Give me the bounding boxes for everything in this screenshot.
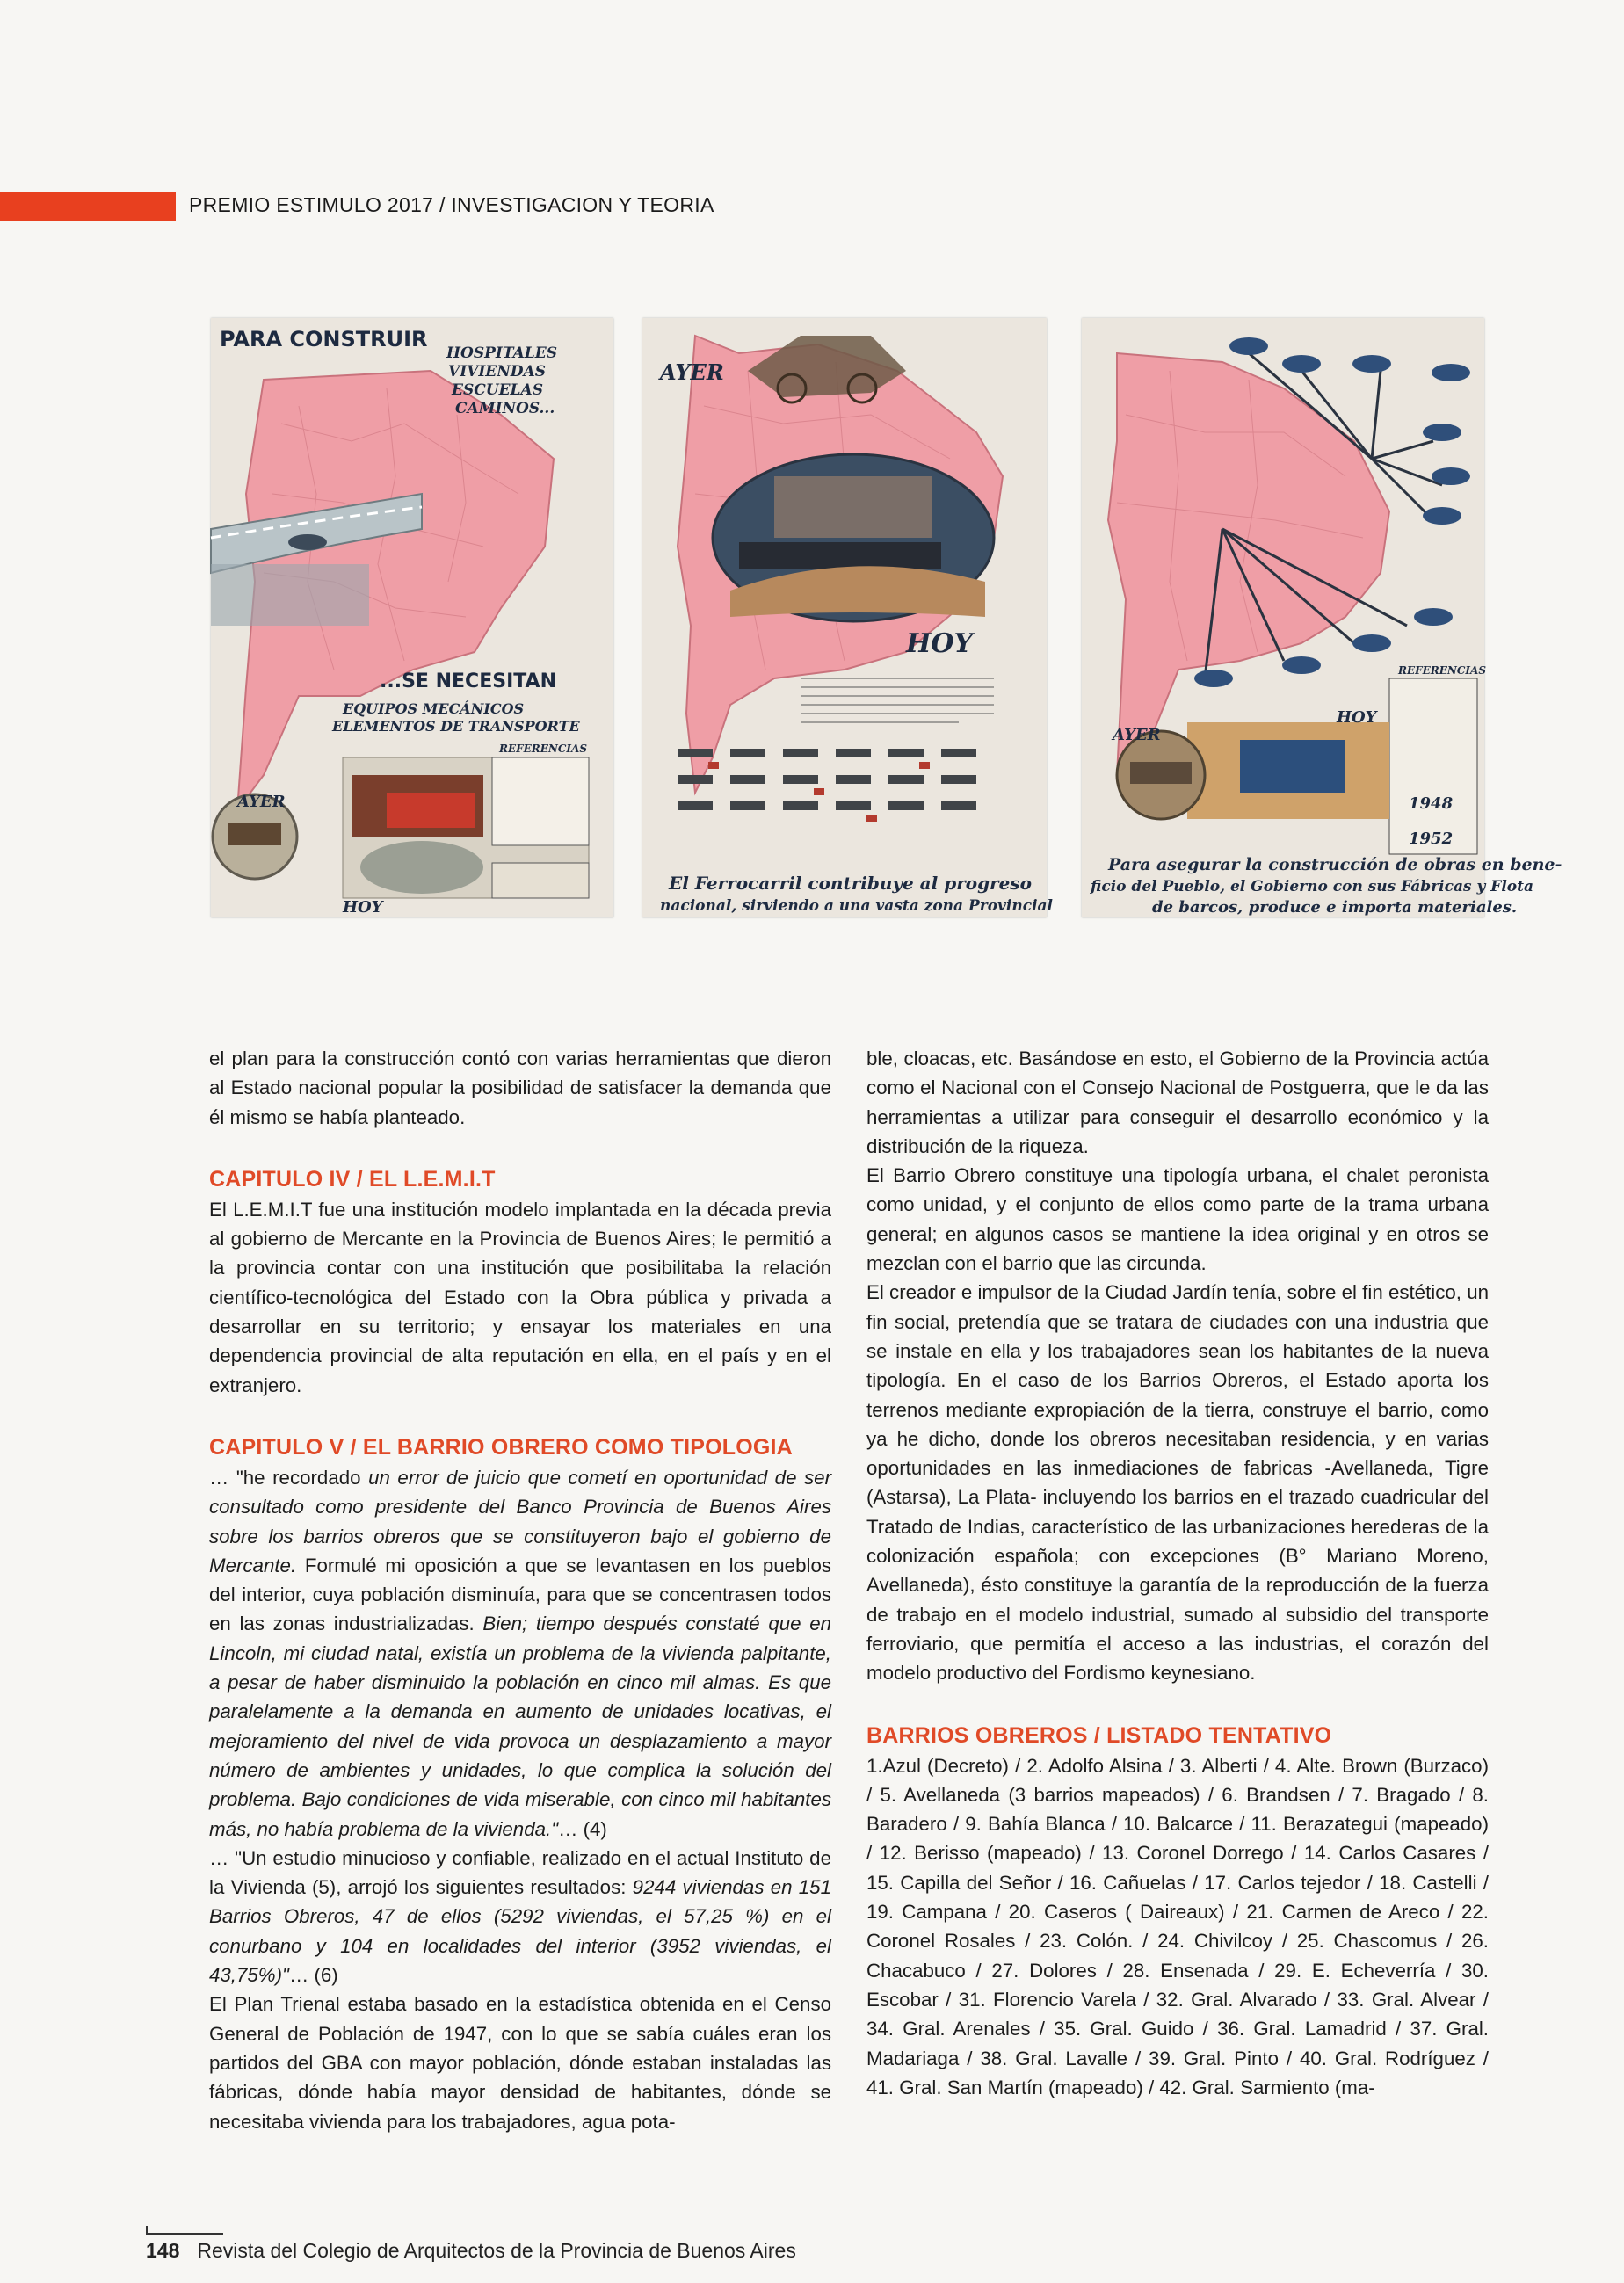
quote-2-italic: 9244 viviendas en 151 Barrios Obreros, 47 de ellos (5292 viviendas, el 57,25 %) en el conurbano y 104 en localidades del interior (3952 viviendas, el 43,75%)" [209,1876,831,1987]
chapter-4-heading: CAPITULO IV / EL L.E.M.I.T [209,1166,496,1192]
continuation-paragraph: ble, cloacas, etc. Basándose en esto, el Gobierno de la Provincia actúa como el Nacional con el Consejo Nacional de Postguerra, que le da las herramientas a utilizar para conseguir el desarrollo económico y la distribución de la riqueza. [866,1047,1489,1157]
quote-2-ref: … (6) [288,1964,338,1987]
section-header: PREMIO ESTIMULO 2017 / INVESTIGACION Y TEORIA [189,193,714,216]
poster1-title: PARA CONSTRUIR [220,327,428,352]
footer-rule [146,2233,223,2235]
plan-trienal-paragraph: El Plan Trienal estaba basado en la estadística obtenida en el Censo General de Población de 1947, con lo que se sabía cuáles eran los partidos del GBA con mayor población, dónde estaban instaladas las fábricas, dónde había mayor densidad de habitantes, dónde se necesitaba vivienda para los trabajadores, agua pota- [209,1993,831,2133]
text-column-right [866,1044,1489,2102]
poster-para-construir [211,318,613,917]
poster2-caption-2: nacional, sirviendo a una vasta zona Provincial [660,897,1054,915]
section-color-bar [0,192,176,221]
quote-2 [209,1844,831,1989]
poster1-equip-1: EQUIPOS MECÁNICOS [343,700,525,717]
chapter-5-heading: CAPITULO V / EL BARRIO OBRERO COMO TIPOLOGIA [209,1434,793,1460]
quote-2-open: … "Un estudio minucioso y confiable, realizado en el actual Instituto de la Vivienda (5), arrojó los siguientes resultados: [209,1846,831,1899]
poster2-ayer: AYER [660,359,724,385]
quote-1-italic: un error de juicio que cometí en oportunidad de ser consultado como presidente del Banco Provincia de Buenos Aires sobre los barrios obreros que se constituyeron bajo el gobierno de Mercante. [209,1466,831,1576]
poster1-list-4: CAMINOS... [455,400,555,417]
poster3-hoy: HOY [1337,708,1377,727]
quote-1-mid: Formulé mi oposición a que se levantasen en los pueblos del interior, cuya población disminuía, para que se concentrasen todos en las zonas industrializadas. [209,1554,831,1635]
poster3-refs: REFERENCIAS [1398,664,1487,677]
poster1-equip-2: ELEMENTOS DE TRANSPORTE [332,718,580,735]
page-number: 148 [146,2239,180,2262]
poster1-need: ...SE NECESITAN [380,670,556,692]
poster1-list-2: VIVIENDAS [448,363,546,380]
poster3-year-2: 1952 [1409,830,1454,848]
poster1-ayer: AYER [237,793,286,811]
poster2-hoy: HOY [906,628,973,659]
barrios-list-heading: BARRIOS OBREROS / LISTADO TENTATIVO [866,1722,1332,1748]
poster3-caption-1: Para asegurar la construcción de obras en bene- [1108,855,1562,874]
poster1-list-1: HOSPITALES [446,344,557,362]
poster1-hoy: HOY [343,898,383,917]
text-column-left [209,1044,831,2136]
intro-paragraph: el plan para la construcción contó con varias herramientas que dieron al Estado nacional popular la posibilidad de satisfacer la demanda que él mismo se había planteado. [209,1047,831,1128]
poster3-year-1: 1948 [1409,794,1454,813]
barrios-list: 1.Azul (Decreto) / 2. Adolfo Alsina / 3. Alberti / 4. Alte. Brown (Burzaco) / 5. Avellaneda (3 barrios mapeados) / 6. Brandsen / 7. Bragado / 8. Baradero / 9. Bahía Blanca / 10. Balcarce / 11. Berazategui (mapeado) / 12. Berisso (mapeado) / 13. Coronel Dorrego / 14. Carlos Casares / 15. Capilla del Señor / 16. Cañuelas / 17. Carlos tejedor / 18. Castelli / 19. Campana / 20. Caseros ( Daireaux) / 21. Carmen de Areco / 22. Coronel Rosales / 23. Colón. / 24. Chivilcoy / 25. Chascomus / 26. Chacabuco / 27. Dolores / 28. Ensenada / 29. E. Echeverría / 30. Escobar / 31. Florencio Varela / 32. Gral. Alvarado / 33. Gral. Alvear / 34. Gral. Arenales / 35. Gral. Guido / 36. Gral. Lamadrid / 37. Gral. Madariaga / 38. Gral. Lavalle / 39. Gral. Pinto / 40. Gral. Rodríguez / 41. Gral. San Martín (mapeado) / 42. Gral. Sarmiento (ma- [866,1754,1489,2098]
poster-fabricas-flota [1082,318,1562,917]
barrio-obrero-paragraph: El Barrio Obrero constituye una tipología urbana, el chalet peronista como unidad, y el conjunto de ellos como parte de la trama urbana general; en algunos casos se mantiene la idea original y en otros se mezclan con el barrio que las circunda. [866,1164,1489,1275]
poster-ferrocarril-artwork [642,318,1054,917]
chapter-4-paragraph: El L.E.M.I.T fue una institución modelo implantada en la década previa al gobierno de Mercante en la Provincia de Buenos Aires; le permitió a la provincia contar con una institución que posibilitaba la relación científico-tecnológica del Estado con la Obra pública y privada a desarrollar en su territorio; y ensayar los materiales en una dependencia provincial de alta reputación en ella, en el país y en el extranjero. [209,1198,831,1396]
quote-1 [209,1463,831,1844]
quote-1-ref: … (4) [558,1817,607,1840]
quote-1-open: … "he recordado [209,1466,369,1489]
poster-fabricas-flota-artwork [1082,318,1562,917]
poster3-ayer: AYER [1113,726,1161,744]
poster1-list-3: ESCUELAS [452,381,543,399]
page-footer [146,2239,796,2263]
poster2-caption-1: El Ferrocarril contribuye al progreso [669,873,1032,894]
quote-1-italic-2: Bien; tiempo después constaté que en Lincoln, mi ciudad natal, existía un problema de la vivienda palpitante, a pesar de haber disminuido la población en cinco mil almas. Es que paralelamente a la demanda en aumento de unidades locativas, el mejoramiento del nivel de vida provoca un desplazamiento a mayor número de ambientes y unidades, lo que complica la solución del problema. Bajo condiciones de vida miserable, con cinco mil habitantes más, no había problema de la vivienda." [209,1613,831,1840]
ciudad-jardin-paragraph: El creador e impulsor de la Ciudad Jardín tenía, sobre el fin estético, un fin social, pretendía que se tratara de ciudades con una industria que se instale en ella y los trabajadores sean los habitantes de la nueva tipología. En el caso de los Barrios Obreros, el Estado aporta los terrenos mediante expropiación de la tierra, construye el barrio, como ya he dicho, donde los obreros necesitaban residencia, y en varias oportunidades en las inmediaciones de fabricas -Avellaneda, Tigre (Astarsa), La Plata- incluyendo los barrios en el trazado cuadricular del Tratado de Indias, característico de las urbanizaciones herederas de la colonización española; con excepciones (B° Mariano Moreno, Avellaneda), ésto constituye la garantía de la reproducción de la fuerza de trabajo en el modelo industrial, sumado al subsidio del transporte ferroviario, que permitía el acceso a las industrias, el corazón del modelo productivo del Fordismo keynesiano. [866,1281,1489,1685]
poster3-caption-3: de barcos, produce e importa materiales. [1152,898,1518,917]
publication-name: Revista del Colegio de Arquitectos de la Provincia de Buenos Aires [197,2239,796,2262]
poster1-refs: REFERENCIAS [499,743,588,755]
poster3-caption-2: ficio del Pueblo, el Gobierno con sus Fábricas y Flota [1091,878,1533,895]
poster-ferrocarril [642,318,1054,917]
poster-para-construir-artwork [211,318,613,917]
